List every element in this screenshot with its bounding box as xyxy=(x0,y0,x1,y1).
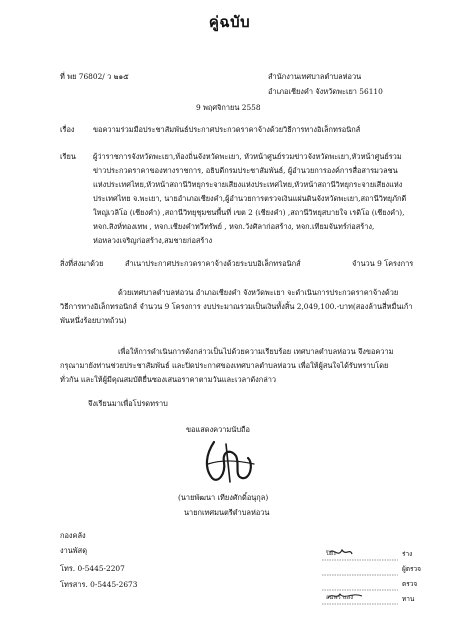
signatory-name: (นายพัฒนา เทียงศักดิ์อนุกุล) xyxy=(178,493,269,502)
body-paragraph-2-line: เพื่อให้การดำเนินการดังกล่าวเป็นไปด้วยความเรียบร้อย เทศบาลตำบลห่อวน จึงขอความ xyxy=(118,347,394,356)
office-address: อำเภอเชียงคำ จังหวัดพะเยา 56110 xyxy=(268,87,383,96)
routing-sign: ปิยะ xyxy=(326,550,337,557)
body-paragraph-2-line: ทั่วกัน และให้ผู้มีคุณสมบัติยื่นซองเสนอราคาตามวันและเวลาดังกล่าว xyxy=(60,375,277,384)
signatory-position: นายกเทศมนตรีตำบลห่อวน xyxy=(184,508,270,517)
footer-department: กองคลัง xyxy=(60,531,86,540)
regards-line: ขอแสดงความนับถือ xyxy=(186,425,250,434)
recipient-line: ผู้ว่าราชการจังหวัดพะเยา,ท้องถิ่นจังหวัดพะเยา, หัวหน้าศูนย์รวมข่าวจังหวัดพะเยา,หัวหน้าศูนย์รวม xyxy=(93,152,402,161)
attachment-label: สิ่งที่ส่งมาด้วย xyxy=(60,259,104,268)
subject-label: เรื่อง xyxy=(60,125,75,134)
attachment-count: จำนวน 9 โครงการ xyxy=(352,259,414,268)
recipient-line: ประเทศไทย จ.พะเยา, นายอำเภอเชียงคำ,ผู้อำนวยการตรวจเงินแผ่นดินจังหวัดพะเยา,สถานีวิทยุภักดี xyxy=(93,194,407,203)
office-name: สำนักงานเทศบาลตำบลห่อวน xyxy=(268,72,362,81)
routing-sign: สมพร แสง xyxy=(326,594,354,601)
body-paragraph-1-line: พันหนึ่งร้อยบาทถ้วน) xyxy=(60,316,127,325)
routing-role: ร่าง xyxy=(402,550,413,558)
body-paragraph-2-line: กรุณามายังท่านช่วยประชาสัมพันธ์ และปิดประกาศของเทศบาลตำบลห่อวน เพื่อให้ผู้สนใจได้รับทราบโดย xyxy=(60,361,389,370)
document-number: ที่ พย 76802/ ว ๒๑๕ xyxy=(60,72,129,81)
subject-text: ขอความร่วมมือประชาสัมพันธ์ประกาศประกวดราคาจ้างด้วยวิธีการทางอิเล็กทรอนิกส์ xyxy=(93,125,361,134)
routing-role: ผู้ตรวจ xyxy=(402,565,421,573)
recipient-line: ห่อหลวงเจริญก่อสร้าง,สมชายก่อสร้าง xyxy=(93,236,213,245)
body-paragraph-1-line: วิธีการทางอิเล็กทรอนิกส์ จำนวน 9 โครงการ งบประมาณรวมเป็นเงินทั้งสิ้น 2,049,100.-บาท(สองล้านสี่หมื่นเก้า xyxy=(60,302,413,311)
recipient-line: ใหญ่เวลิโอ (เชียงคำ) ,สถานีวิทยุชุมชนพื้นที่ เขต 2 (เชียงคำ) ,สถานีวิทยุสบายใจ เรดิโอ (เชียงคำ), xyxy=(93,208,405,217)
recipient-line: แห่งประเทศไทย,หัวหน้าสถานีวิทยุกระจายเสียงแห่งประเทศไทย,หัวหน้าสถานีวิทยุกระจายเสียงแห่ง xyxy=(93,180,403,189)
routing-role: ตรวจ xyxy=(402,580,418,588)
recipient-line: หจก.สิงห์ทองเทพ , หจก.เชียงคำทวีทรัพย์ , หจก.วังศิลาก่อสร้าง, หจก.เทียมจันทร์ก่อสร้าง, xyxy=(93,222,375,231)
body-paragraph-1-line: ด้วยเทศบาลตำบลห่อวน อำเภอเชียงคำ จังหวัดพะเยา จะดำเนินการประกวดราคาจ้างด้วย xyxy=(118,288,399,297)
attachment-text: สำเนาประกาศประกวดราคาจ้างด้วยระบบอิเล็กทรอนิกส์ xyxy=(125,259,301,268)
closing-line: จึงเรียนมาเพื่อโปรดทราบ xyxy=(88,399,168,408)
letter-date: 9 พฤศจิกายน 2558 xyxy=(196,103,261,112)
footer-phone: โทร. 0-5445-2207 xyxy=(60,564,125,573)
document-title: คู่ฉบับ xyxy=(208,13,251,31)
recipient-label: เรียน xyxy=(60,152,76,161)
routing-role: ทาน xyxy=(402,595,415,603)
footer-fax: โทรสาร. 0-5445-2673 xyxy=(60,580,138,589)
recipient-line: ข่าวประกวดราคาของทางราชการ, อธิบดีกรมประชาสัมพันธ์, ผู้อำนวยการองค์การสื่อสารมวลชน xyxy=(93,166,398,175)
handwritten-signature xyxy=(196,434,266,490)
routing-stamp xyxy=(322,546,430,606)
footer-section: งานพัสดุ xyxy=(60,546,87,555)
